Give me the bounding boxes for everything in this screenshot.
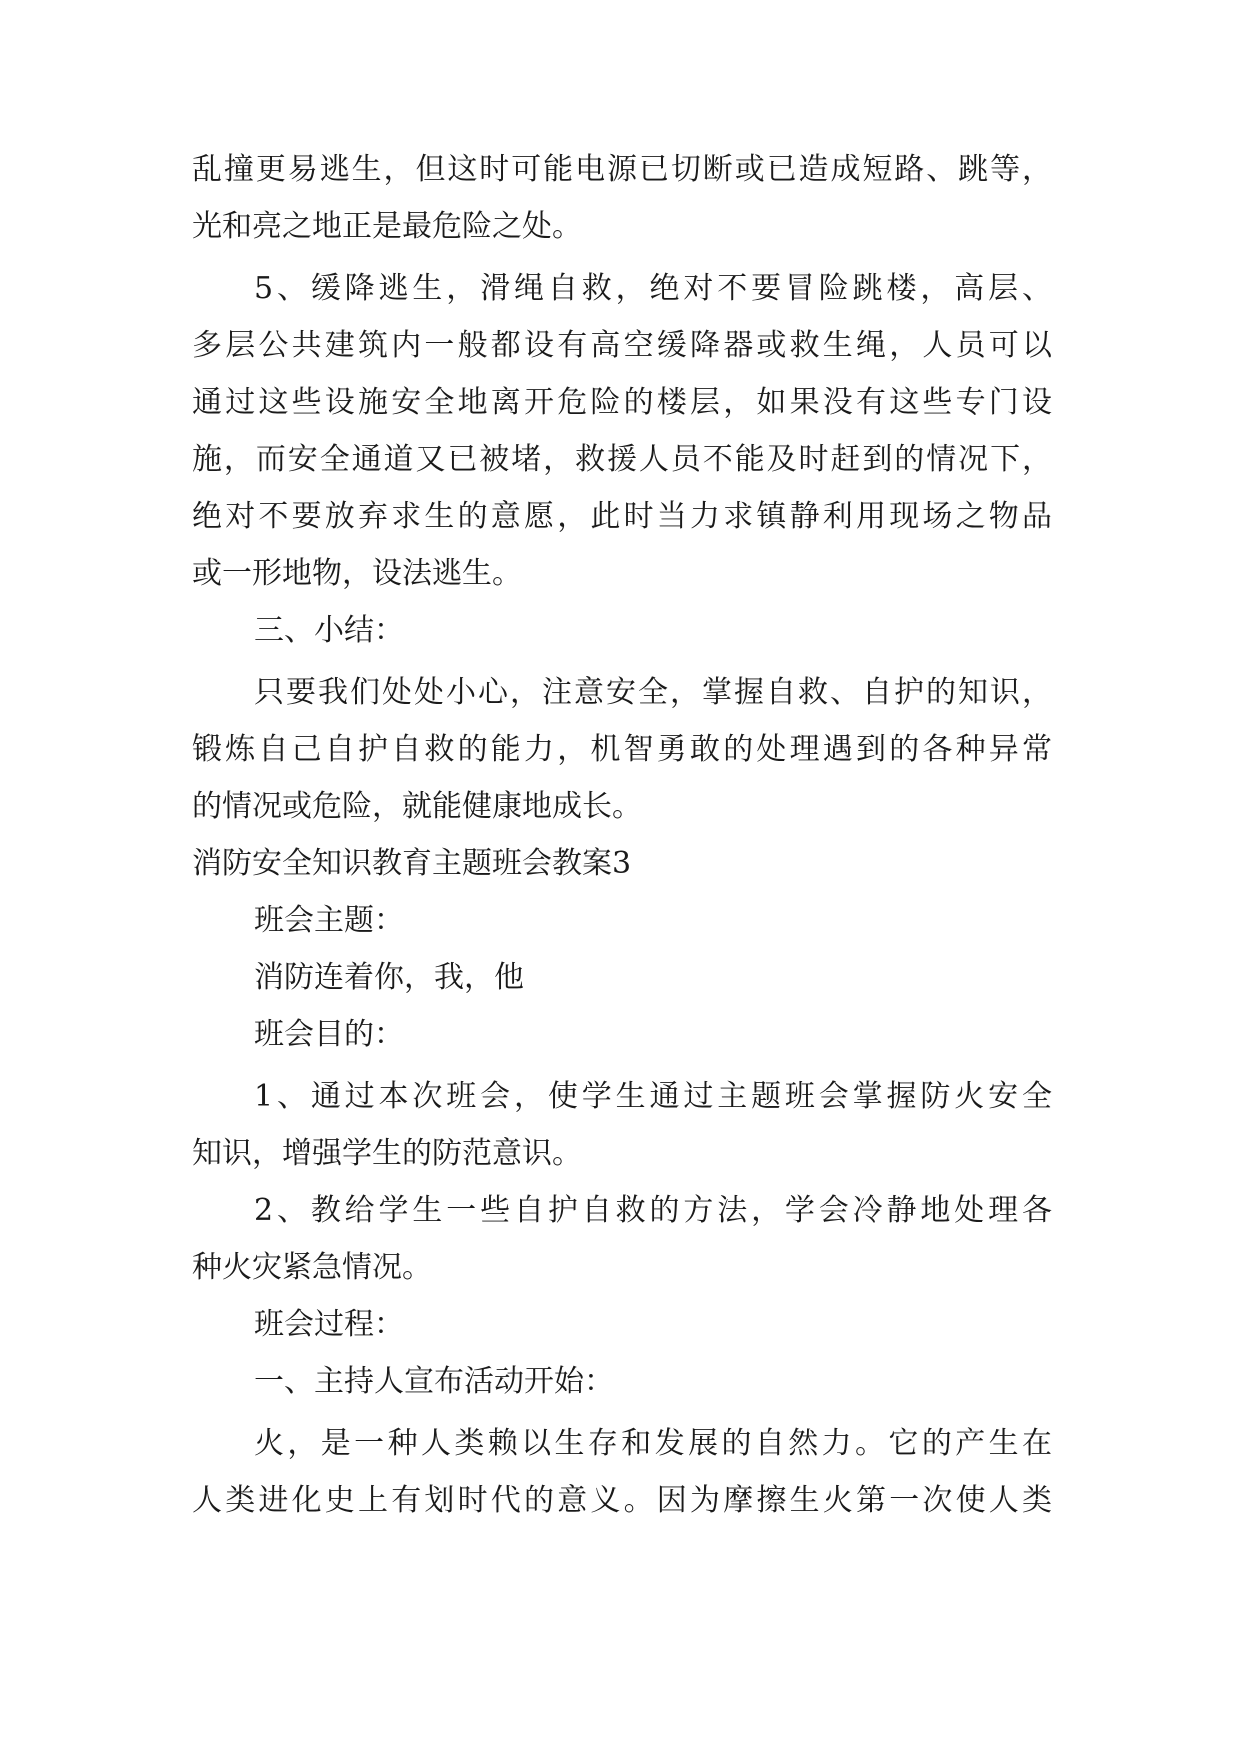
text-line: 消防连着你，我，他 bbox=[254, 960, 524, 995]
section-heading: 班会目的： bbox=[254, 1017, 404, 1052]
text-line: 人类进化史上有划时代的意义。因为摩擦生火第一次使人类 bbox=[192, 1483, 1052, 1518]
text-line: 或一形地物，设法逃生。 bbox=[192, 556, 522, 591]
text-line: 通过这些设施安全地离开危险的楼层，如果没有这些专门设 bbox=[192, 385, 1052, 420]
text-line: 火，是一种人类赖以生存和发展的自然力。它的产生在 bbox=[254, 1426, 1052, 1461]
section-heading: 班会过程： bbox=[254, 1307, 404, 1342]
text-line: 知识，增强学生的防范意识。 bbox=[192, 1136, 582, 1171]
text-line: 乱撞更易逃生，但这时可能电源已切断或已造成短路、跳等， bbox=[192, 152, 1052, 187]
document-title: 消防安全知识教育主题班会教案3 bbox=[192, 846, 632, 881]
section-heading: 一、主持人宣布活动开始： bbox=[254, 1364, 614, 1399]
text-line: 的情况或危险，就能健康地成长。 bbox=[192, 789, 642, 824]
text-line: 光和亮之地正是最危险之处。 bbox=[192, 209, 582, 244]
text-line: 锻炼自己自护自救的能力，机智勇敢的处理遇到的各种异常 bbox=[192, 732, 1052, 767]
text-line: 只要我们处处小心，注意安全，掌握自救、自护的知识， bbox=[254, 675, 1052, 710]
text-line: 种火灾紧急情况。 bbox=[192, 1250, 432, 1285]
text-line: 5、缓降逃生，滑绳自救，绝对不要冒险跳楼，高层、 bbox=[254, 271, 1052, 306]
text-line: 1、通过本次班会，使学生通过主题班会掌握防火安全 bbox=[254, 1079, 1052, 1114]
section-heading: 班会主题： bbox=[254, 903, 404, 938]
text-line: 绝对不要放弃求生的意愿，此时当力求镇静利用现场之物品 bbox=[192, 499, 1052, 534]
text-line: 多层公共建筑内一般都设有高空缓降器或救生绳，人员可以 bbox=[192, 328, 1052, 363]
section-heading: 三、小结： bbox=[254, 613, 404, 648]
text-line: 2、教给学生一些自护自救的方法，学会冷静地处理各 bbox=[254, 1193, 1052, 1228]
text-line: 施，而安全通道又已被堵，救援人员不能及时赶到的情况下， bbox=[192, 442, 1052, 477]
